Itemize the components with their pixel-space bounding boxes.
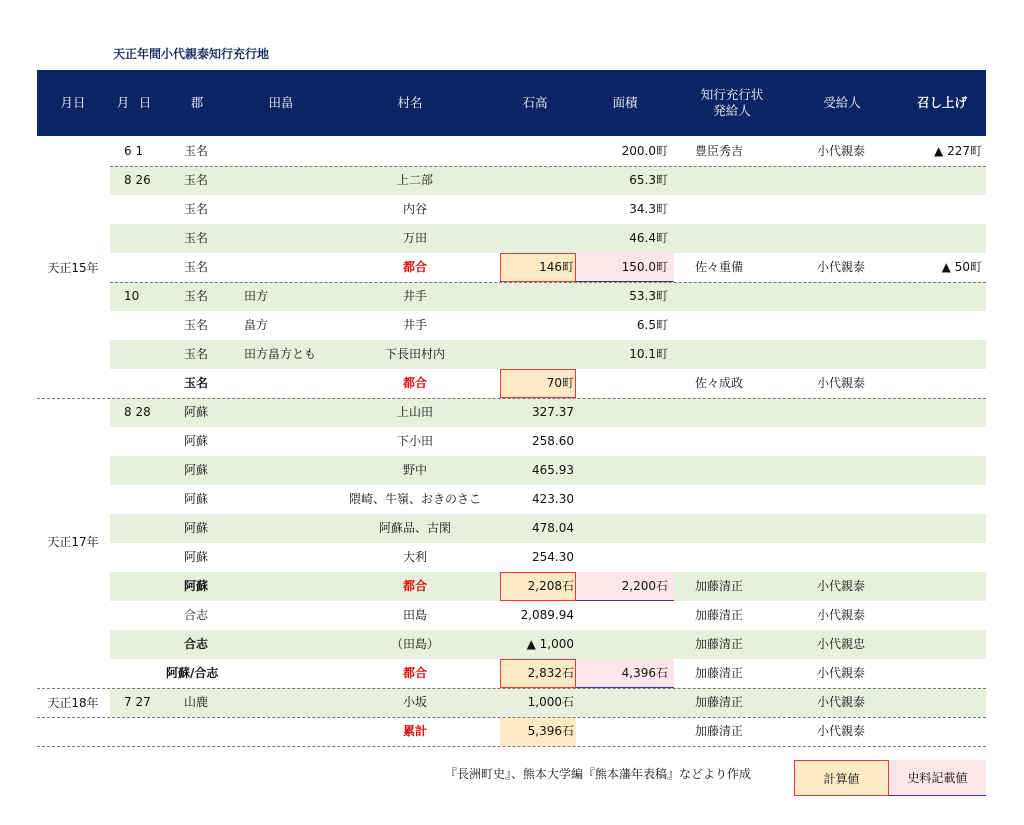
cell-issuer: 加藤清正: [695, 608, 744, 622]
table-row: [110, 485, 986, 514]
cell-recipient: 小代親泰: [817, 666, 866, 680]
cell-gun: 玉名: [184, 347, 209, 361]
cell-gun: 阿蘇: [184, 492, 209, 506]
era-divider: [37, 398, 986, 399]
table-row: [110, 253, 986, 282]
cell-gun: 阿蘇: [184, 550, 209, 564]
cell-mura: 万田: [402, 231, 427, 245]
cell-denpata: 畠方: [244, 318, 269, 332]
cell-recipient: 小代親泰: [817, 608, 866, 622]
cell-menseki: 34.3町: [629, 202, 668, 216]
cell-mura: 阿蘇品、古閑: [378, 521, 451, 535]
page-title: 天正年間小代親泰知行充行地: [113, 47, 270, 61]
cell-mura-grand-total: 累計: [402, 724, 427, 738]
cell-kokudaka: 423.30: [532, 492, 574, 506]
era-label: 天正15年: [47, 261, 99, 275]
cell-kokudaka: 254.30: [532, 550, 574, 564]
cell-menseki: 10.1町: [629, 347, 668, 361]
era-divider: [37, 717, 986, 718]
cell-issuer: 加藤清正: [695, 666, 744, 680]
cell-gun: 阿蘇: [184, 405, 209, 419]
cell-kokudaka: ▲ 1,000: [526, 637, 574, 651]
legend-calc-label: 計算値: [823, 771, 860, 786]
cell-gun: 玉名: [184, 202, 209, 216]
cell-recipient: 小代親泰: [817, 260, 866, 274]
table-row: [110, 224, 986, 253]
cell-denpata: 田方: [244, 289, 269, 303]
cell-kokudaka: 70町: [546, 376, 574, 390]
cell-gun: 玉名: [184, 376, 209, 390]
legend-recorded-label: 史料記載値: [907, 771, 968, 785]
cell-date: 8 26: [124, 173, 151, 187]
cell-mura: 内谷: [402, 202, 427, 216]
header-issuer: 知行充行状 発給人: [700, 87, 764, 118]
cell-mura: 小坂: [402, 695, 427, 709]
table-row: [110, 572, 986, 601]
source-note: 『長洲町史』、熊本大学編『熊本藩年表稿』などより作成: [445, 767, 752, 781]
era-label: 天正17年: [47, 535, 99, 549]
cell-gun: 阿蘇: [184, 463, 209, 477]
cell-mura: 野中: [402, 463, 427, 477]
cell-gun: 玉名: [184, 318, 209, 332]
cell-gun: 阿蘇: [184, 579, 209, 593]
cell-menseki: 150.0町: [621, 260, 668, 274]
cell-gun: 玉名: [184, 173, 209, 187]
cell-menseki: 65.3町: [629, 173, 668, 187]
table-bottom-divider: [37, 746, 986, 747]
cell-kokudaka: 1,000石: [527, 695, 574, 709]
cell-gun: 合志: [184, 637, 209, 651]
cell-kokudaka: 5,396石: [527, 724, 574, 738]
cell-recipient: 小代親忠: [817, 637, 866, 651]
cell-recipient: 小代親泰: [817, 695, 866, 709]
header-recipient: 受給人: [823, 95, 861, 110]
header-denpata: 田畠: [268, 95, 294, 110]
cell-mura: 上二部: [396, 173, 433, 187]
cell-mura-total: 都合: [402, 579, 427, 593]
cell-date: 8 28: [124, 405, 151, 419]
cell-issuer: 加藤清正: [695, 637, 744, 651]
cell-issuer: 佐々成政: [695, 376, 744, 390]
cell-gun: 玉名: [184, 289, 209, 303]
header-date: 月日: [60, 95, 86, 110]
cell-recipient: 小代親泰: [817, 724, 866, 738]
cell-issuer: 加藤清正: [695, 579, 744, 593]
cell-mura: 隈崎、牛嶺、おきのさこ: [348, 492, 481, 506]
header-month: 月: [116, 95, 130, 110]
cell-recipient: 小代親泰: [817, 376, 866, 390]
cell-denpata: 田方畠方とも: [244, 347, 317, 361]
cell-date: 10: [124, 289, 140, 303]
header-meshiage: 召し上げ: [916, 95, 967, 110]
cell-mura: （田島）: [390, 637, 439, 651]
table-header: [37, 70, 986, 136]
header-kokudaka: 石高: [522, 95, 548, 110]
cell-menseki: 6.5町: [636, 318, 668, 332]
cell-recipient: 小代親泰: [817, 579, 866, 593]
cell-gun: 阿蘇: [184, 434, 209, 448]
row-divider: [110, 166, 986, 167]
header-day: 日: [138, 95, 152, 110]
cell-issuer: 加藤清正: [695, 695, 744, 709]
cell-menseki: 46.4町: [629, 231, 668, 245]
cell-menseki: 2,200石: [621, 579, 668, 593]
cell-menseki: 200.0町: [621, 144, 668, 158]
cell-kokudaka: 146町: [539, 260, 574, 274]
cell-kokudaka: 2,089.94: [520, 608, 574, 622]
table-row: [110, 282, 986, 311]
cell-mura-total: 都合: [402, 260, 427, 274]
cell-gun: 阿蘇: [184, 521, 209, 535]
header-menseki: 面積: [612, 95, 638, 110]
cell-mura: 下小田: [396, 434, 433, 448]
header-gun: 郡: [190, 95, 204, 110]
header-mura: 村名: [397, 95, 423, 110]
cell-kokudaka: 2,832石: [527, 666, 574, 680]
table-row: [110, 137, 986, 166]
cell-meshiage: ▲ 227町: [934, 144, 982, 158]
row-divider: [110, 282, 986, 283]
table-row: [110, 601, 986, 630]
table-row: [110, 456, 986, 485]
cell-gun: 合志: [184, 608, 209, 622]
cell-mura: 上山田: [396, 405, 433, 419]
cell-issuer: 豊臣秀吉: [695, 144, 744, 158]
table-row: [110, 659, 986, 688]
cell-recipient: 小代親泰: [817, 144, 866, 158]
cell-mura-total: 都合: [402, 376, 427, 390]
table-row: [110, 166, 986, 195]
table-row: [110, 340, 986, 369]
cell-mura: 井手: [402, 318, 427, 332]
cell-menseki: 53.3町: [629, 289, 668, 303]
legend-recorded: [889, 760, 986, 796]
cell-mura-total: 都合: [402, 666, 427, 680]
table-row-total: [110, 717, 986, 746]
table-row: [110, 398, 986, 427]
cell-issuer: 佐々重備: [695, 260, 744, 274]
cell-date: 7 27: [124, 695, 151, 709]
cell-gun: 玉名: [184, 260, 209, 274]
cell-kokudaka: 2,208石: [527, 579, 574, 593]
cell-menseki: 4,396石: [621, 666, 668, 680]
cell-kokudaka: 327.37: [532, 405, 574, 419]
cell-gun: 山鹿: [184, 695, 209, 709]
cell-kokudaka: 478.04: [532, 521, 574, 535]
table-row: [110, 311, 986, 340]
table-row: [110, 195, 986, 224]
era-divider: [37, 688, 986, 689]
cell-gun: 玉名: [184, 144, 209, 158]
legend-calc: [794, 760, 889, 796]
cell-mura: 田島: [402, 608, 427, 622]
era-label: 天正18年: [47, 696, 99, 710]
cell-gun: 玉名: [184, 231, 209, 245]
cell-issuer: 加藤清正: [695, 724, 744, 738]
cell-kokudaka: 465.93: [532, 463, 574, 477]
cell-gun: 阿蘇/合志: [166, 666, 219, 680]
table-row: [110, 543, 986, 572]
table-row: [110, 688, 986, 717]
cell-mura: 下長田村内: [384, 347, 445, 361]
table-row: [110, 427, 986, 456]
cell-mura: 大利: [402, 550, 427, 564]
table-row: [110, 369, 986, 398]
table-row: [110, 630, 986, 659]
table-row: [110, 514, 986, 543]
cell-date: 6 1: [124, 144, 144, 158]
cell-kokudaka: 258.60: [532, 434, 574, 448]
cell-mura: 井手: [402, 289, 427, 303]
cell-meshiage: ▲ 50町: [941, 260, 982, 274]
